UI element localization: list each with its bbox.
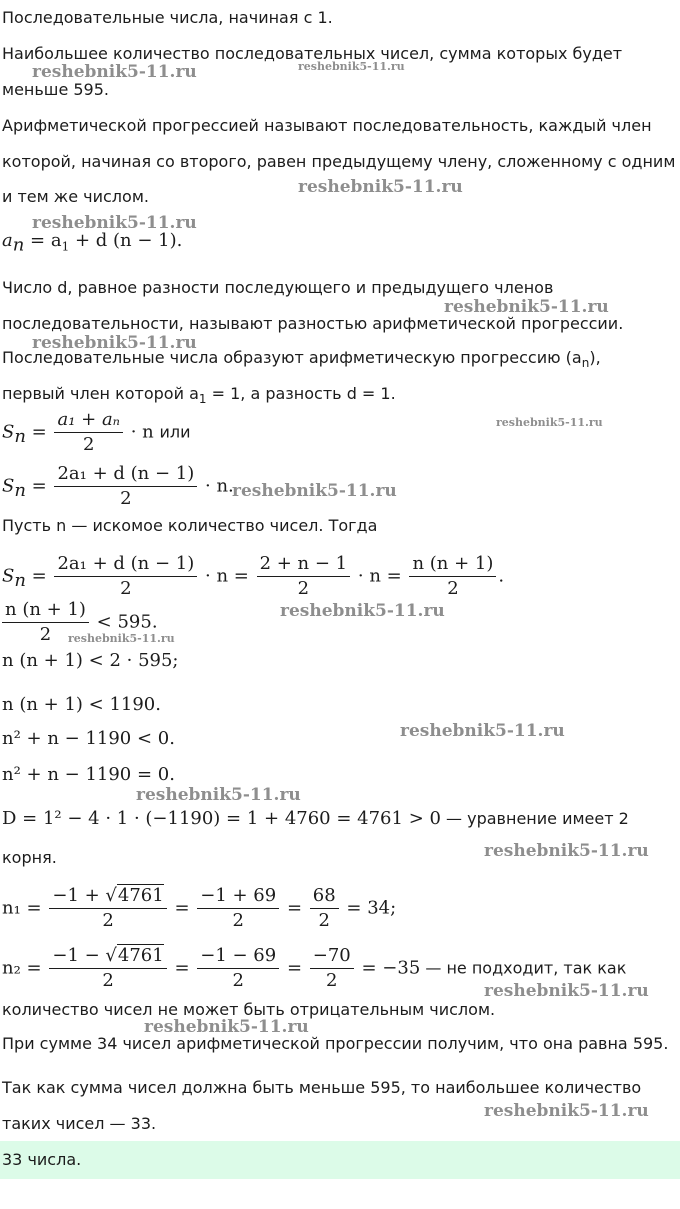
- formula-discriminant: D = 1² − 4 · 1 · (−1190) = 1 + 4760 = 4761 > 0 — уравнение имеет 2: [2, 808, 629, 829]
- formula-eq-1: n² + n − 1190 = 0.: [2, 764, 175, 785]
- text-line: Наибольшее количество последовательных чисел, сумма которых будет: [2, 44, 623, 63]
- formula-sn-3: $S_n$ = $\frac{\text{2a₁ + d (n − 1)}}{2}$ · n = $\frac{2 + n - 1}{2}$ · n = $\frac{n (n + 1)}{2}$ .: [2, 553, 505, 599]
- text-line: Пусть n — искомое количество чисел. Тогда: [2, 516, 378, 535]
- formula-sn-2: $S_n$ = $\frac{\text{2a₁ + d (n − 1)}}{2}$ · n.: [2, 463, 234, 509]
- formula-ineq-4: n² + n − 1190 < 0.: [2, 728, 175, 749]
- answer-box: [0, 1141, 680, 1179]
- formula-ineq-3: n (n + 1) < 1190.: [2, 694, 161, 715]
- formula-ineq-2: n (n + 1) < 2 · 595;: [2, 650, 179, 671]
- watermark: reshebnik5-11.ru: [280, 601, 445, 621]
- watermark: reshebnik5-11.ru: [68, 632, 175, 645]
- text-line: Последовательные числа образуют арифметическую прогрессию $(a_n)$,: [2, 348, 601, 371]
- text-line: Так как сумма чисел должна быть меньше 595, то наибольшее количество: [2, 1078, 642, 1097]
- text-line: меньше 595.: [2, 80, 109, 99]
- watermark: reshebnik5-11.ru: [400, 721, 565, 741]
- watermark: reshebnik5-11.ru: [444, 297, 609, 317]
- text-line: таких чисел — 33.: [2, 1114, 157, 1133]
- formula-ineq-1: $\frac{n (n + 1)}{2}$ < 595.: [2, 598, 158, 647]
- watermark: reshebnik5-11.ru: [32, 213, 197, 233]
- text-line: Последовательные числа, начиная с 1.: [2, 8, 333, 27]
- text-line: первый член которой $a_1 = 1$, а разность d = 1.: [2, 384, 396, 407]
- formula-an: $a_n = a_1 + d$ (n − 1).: [2, 230, 183, 256]
- watermark: reshebnik5-11.ru: [136, 785, 301, 805]
- text-line: последовательности, называют разностью арифметической прогрессии.: [2, 314, 624, 333]
- watermark: reshebnik5-11.ru: [484, 981, 649, 1001]
- text-line: корня.: [2, 848, 57, 867]
- text-line: Арифметической прогрессией называют последовательность, каждый член: [2, 116, 652, 135]
- watermark: reshebnik5-11.ru: [32, 333, 197, 353]
- text-line: и тем же числом.: [2, 187, 149, 206]
- formula-n2: n₂ = $\frac{-1 - √4761}{2}$ = $\frac{-1 - 69}{2}$ = $\frac{-70}{2}$ = −35 — не подходит, так как: [2, 945, 627, 991]
- text-line: количество чисел не может быть отрицательным числом.: [2, 1000, 496, 1019]
- watermark: reshebnik5-11.ru: [496, 416, 603, 429]
- watermark: reshebnik5-11.ru: [232, 481, 397, 501]
- formula-n1: n₁ = $\frac{-1 + √4761}{2}$ = $\frac{-1 + 69}{2}$ = $\frac{68}{2}$ = 34;: [2, 885, 397, 931]
- watermark: reshebnik5-11.ru: [484, 1101, 649, 1121]
- text-line: Число d, равное разности последующего и предыдущего членов: [2, 278, 554, 297]
- watermark: reshebnik5-11.ru: [144, 1017, 309, 1037]
- watermark: reshebnik5-11.ru: [298, 177, 463, 197]
- watermark: reshebnik5-11.ru: [484, 841, 649, 861]
- watermark: reshebnik5-11.ru: [32, 62, 197, 82]
- text-line: которой, начиная со второго, равен предыдущему члену, сложенному с одним: [2, 152, 676, 171]
- text-line: При сумме 34 чисел арифметической прогрессии получим, что она равна 595.: [2, 1034, 669, 1053]
- watermark: reshebnik5-11.ru: [298, 60, 405, 73]
- formula-sn-1: $S_n$ = $\frac{\text{a₁ + aₙ}}{2}$ · n или: [2, 409, 191, 455]
- answer-text: 33 числа.: [2, 1150, 82, 1169]
